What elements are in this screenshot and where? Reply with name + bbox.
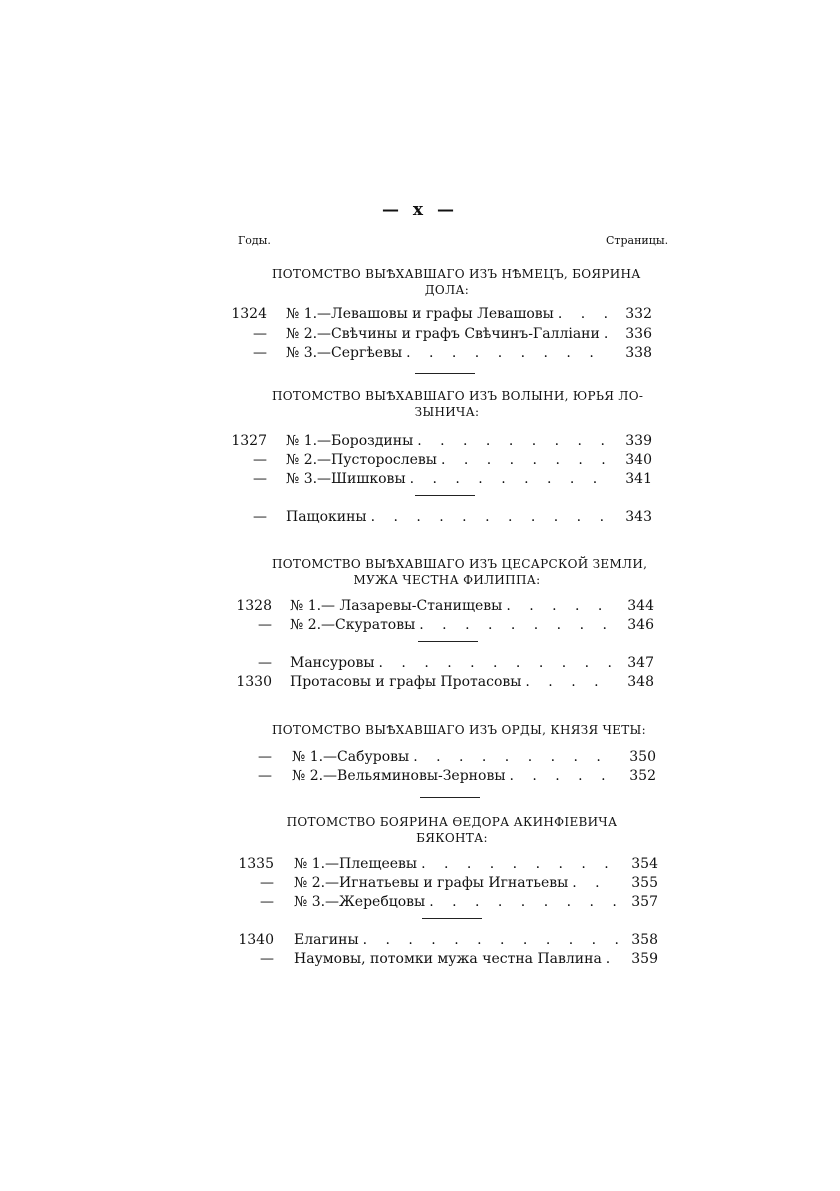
section-heading-line: ДОЛА:	[424, 283, 470, 297]
entry-page: 343	[625, 509, 652, 525]
leader-dots	[441, 452, 610, 468]
entry-title: № 2.—Скуратовы	[290, 617, 416, 633]
leader-dots	[417, 433, 610, 449]
entry-title: № 1.—Бороздины	[286, 433, 414, 449]
entry-title: Пащокины	[286, 509, 367, 525]
toc-entry[interactable]	[286, 471, 610, 487]
leader-dots	[506, 598, 614, 614]
toc-entry[interactable]	[294, 856, 618, 872]
entry-title: № 2.—Вельяминовы-Зерновы	[292, 768, 506, 784]
entry-page: 359	[631, 951, 658, 967]
entry-title: Протасовы и графы Протасовы	[290, 674, 522, 690]
toc-entry[interactable]	[286, 306, 610, 322]
toc-entry[interactable]	[294, 894, 618, 910]
toc-entry[interactable]	[286, 345, 610, 361]
section-heading	[272, 556, 648, 588]
toc-entry[interactable]	[294, 932, 618, 948]
entry-title: № 1.—Сабуровы	[292, 749, 410, 765]
entry-year: 1324	[231, 306, 267, 322]
toc-entry[interactable]	[286, 452, 610, 468]
section-heading-line: ПОТОМСТВО ВЫѢХАВШАГО ИЗЪ ОРДЫ, КНЯЗЯ ЧЕТЫ:	[272, 723, 646, 737]
entry-page: 352	[629, 768, 656, 784]
entry-year: 1335	[238, 856, 274, 872]
entry-title: Наумовы, потомки мужа честна Павлина	[294, 951, 602, 967]
entry-year: —	[258, 617, 272, 633]
leader-dots	[429, 894, 618, 910]
leader-dots	[406, 345, 610, 361]
entry-year: —	[253, 471, 267, 487]
toc-entry[interactable]	[292, 768, 616, 784]
section-divider	[415, 495, 475, 496]
toc-entry[interactable]	[290, 598, 614, 614]
leader-dots	[363, 932, 618, 948]
entry-title: № 1.— Лазаревы-Станищевы	[290, 598, 503, 614]
entry-page: 358	[631, 932, 658, 948]
section-heading	[272, 388, 644, 420]
entry-year: —	[258, 768, 272, 784]
entry-page: 341	[625, 471, 652, 487]
entry-year: —	[260, 894, 274, 910]
entry-title: Елагины	[294, 932, 359, 948]
entry-page: 332	[625, 306, 652, 322]
leader-dots	[525, 674, 614, 690]
entry-year: —	[253, 509, 267, 525]
page-number: — x —	[382, 200, 458, 220]
entry-year: 1330	[236, 674, 272, 690]
section-divider	[420, 797, 480, 798]
leader-dots	[410, 471, 610, 487]
section-heading	[274, 814, 630, 846]
entry-year: —	[260, 951, 274, 967]
entry-year: —	[260, 875, 274, 891]
section-heading-line: ПОТОМСТВО ВЫѢХАВШАГО ИЗЪ ВОЛЫНИ, ЮРЬЯ ЛО-	[272, 389, 644, 403]
entry-title: № 3.—Жеребцовы	[294, 894, 426, 910]
entry-page: 338	[625, 345, 652, 361]
entry-page: 348	[627, 674, 654, 690]
entry-year: —	[258, 749, 272, 765]
toc-entry[interactable]	[286, 509, 610, 525]
toc-entry[interactable]	[290, 674, 614, 690]
entry-page: 350	[629, 749, 656, 765]
section-heading	[272, 722, 646, 738]
entry-title: № 3.—Шишковы	[286, 471, 406, 487]
entry-page: 340	[625, 452, 652, 468]
entry-year: 1327	[231, 433, 267, 449]
section-heading-line: ПОТОМСТВО ВЫѢХАВШАГО ИЗЪ НѢМЕЦЪ, БОЯРИНА	[272, 267, 641, 281]
entry-title: Мансуровы	[290, 655, 375, 671]
entry-page: 339	[625, 433, 652, 449]
toc-entry[interactable]	[286, 326, 610, 342]
entry-page: 357	[631, 894, 658, 910]
section-heading	[272, 266, 641, 298]
entry-year: —	[253, 345, 267, 361]
section-divider	[418, 641, 478, 642]
entry-title: № 3.—Сергѣевы	[286, 345, 403, 361]
entry-title: № 2.—Свѣчины и графъ Свѣчинъ-Галліани	[286, 326, 600, 342]
entry-title: № 1.—Плещеевы	[294, 856, 418, 872]
toc-entry[interactable]	[290, 617, 614, 633]
entry-year: 1340	[238, 932, 274, 948]
pages-column-header: Страницы.	[606, 234, 669, 247]
leader-dots	[509, 768, 616, 784]
leader-dots	[558, 306, 610, 322]
entry-page: 336	[625, 326, 652, 342]
section-heading-line: ПОТОМСТВО БОЯРИНА ѲЕДОРА АКИНФІЕВИЧА	[286, 815, 618, 829]
leader-dots	[419, 617, 614, 633]
leader-dots	[572, 875, 618, 891]
leader-dots	[413, 749, 616, 765]
toc-entry[interactable]	[290, 655, 614, 671]
entry-title: № 2.—Игнатьевы и графы Игнатьевы	[294, 875, 569, 891]
entry-page: 346	[627, 617, 654, 633]
entry-year: —	[253, 326, 267, 342]
toc-entry[interactable]	[292, 749, 616, 765]
entry-page: 355	[631, 875, 658, 891]
toc-entry[interactable]	[294, 951, 618, 967]
section-heading-line: ЗЫНИЧА:	[414, 405, 480, 419]
entry-title: № 2.—Пустороcлевы	[286, 452, 437, 468]
section-divider	[415, 373, 475, 374]
entry-page: 344	[627, 598, 654, 614]
section-heading-line: ПОТОМСТВО ВЫѢХАВШАГО ИЗЪ ЦЕСАРСКОЙ ЗЕМЛИ,	[272, 557, 648, 571]
entry-year: —	[253, 452, 267, 468]
entry-title: № 1.—Левашовы и графы Левашовы	[286, 306, 554, 322]
entry-page: 354	[631, 856, 658, 872]
toc-entry[interactable]	[286, 433, 610, 449]
section-heading-line: МУЖА ЧЕСТНА ФИЛИППА:	[353, 573, 541, 587]
section-heading-line: БЯКОНТА:	[416, 831, 488, 845]
leader-dots	[604, 326, 610, 342]
entry-year: —	[258, 655, 272, 671]
entry-year: 1328	[236, 598, 272, 614]
entry-page: 347	[627, 655, 654, 671]
leader-dots	[606, 951, 618, 967]
leader-dots	[421, 856, 618, 872]
section-divider	[422, 918, 482, 919]
leader-dots	[371, 509, 610, 525]
toc-entry[interactable]	[294, 875, 618, 891]
years-column-header: Годы.	[238, 234, 271, 247]
leader-dots	[379, 655, 614, 671]
